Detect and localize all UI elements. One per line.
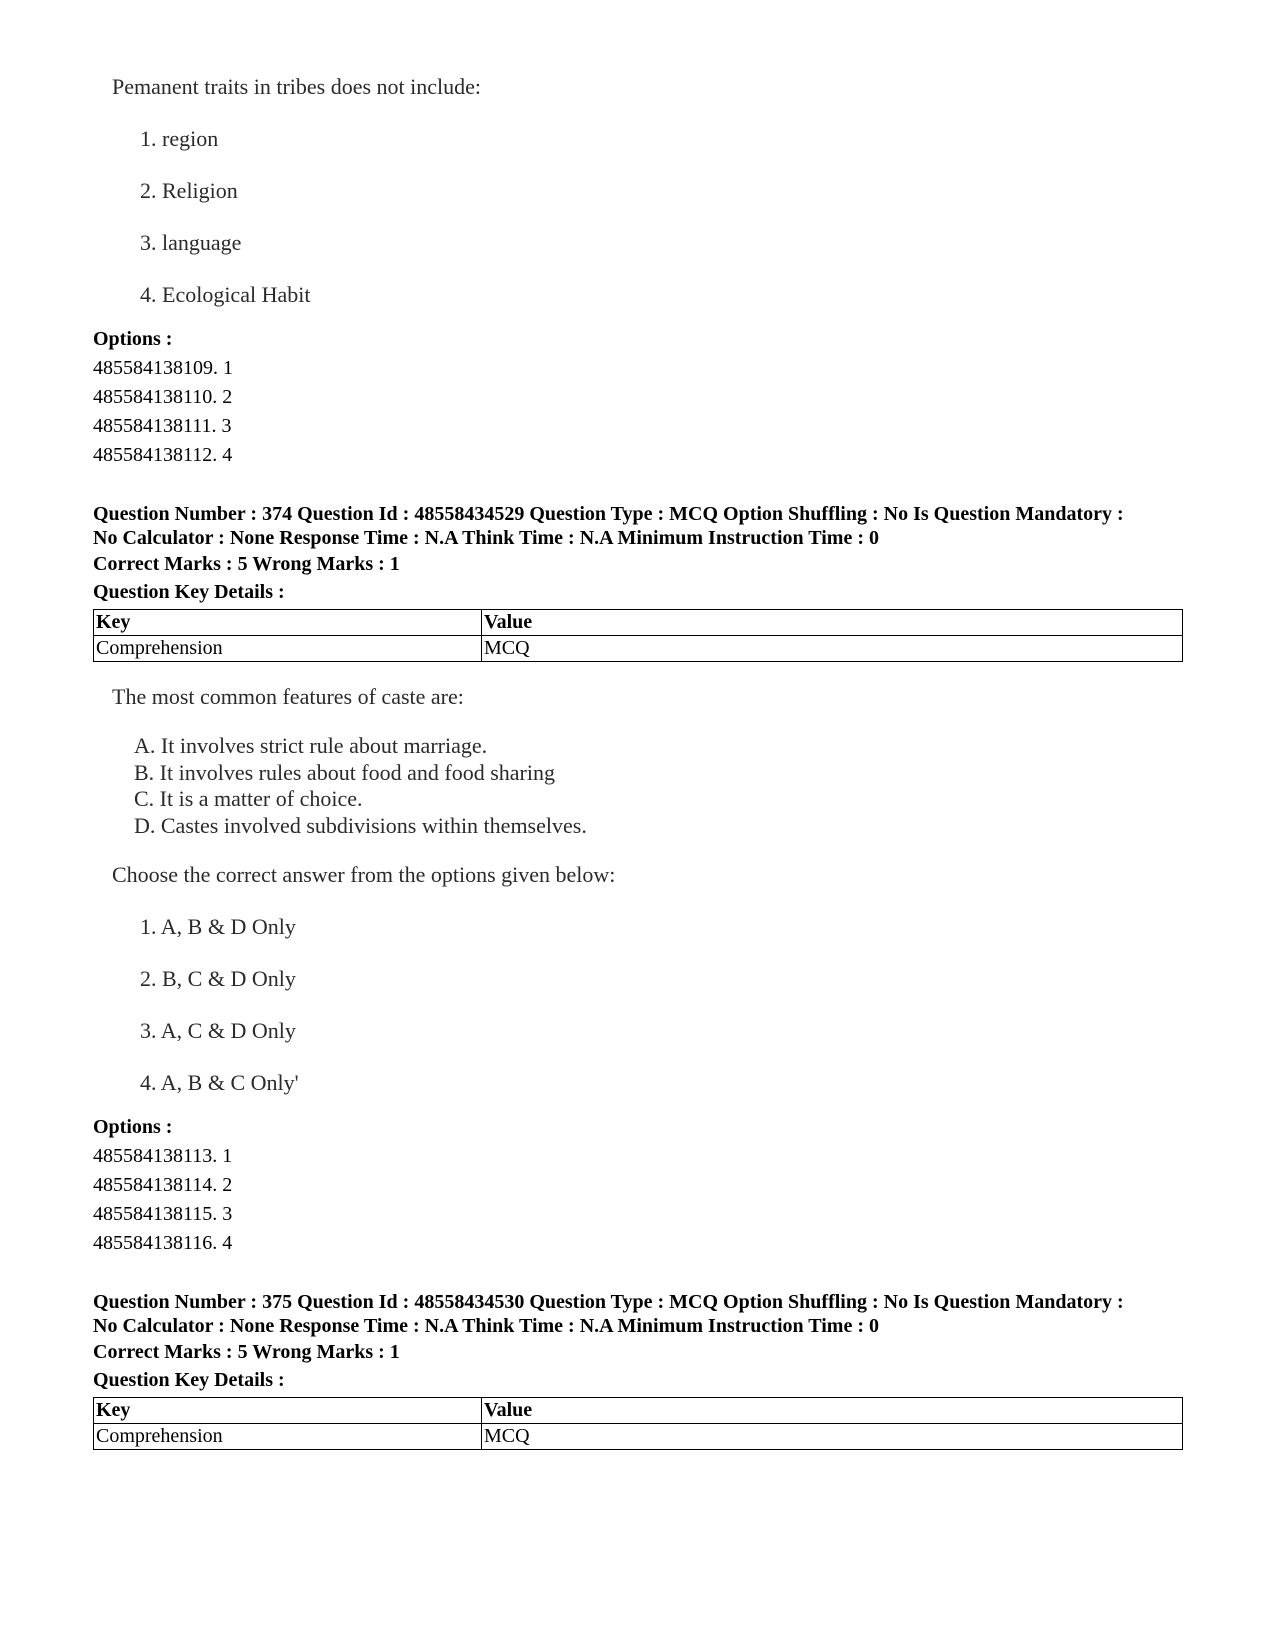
table-cell-key: Comprehension <box>94 1424 482 1450</box>
choice-item: 2. B, C & D Only <box>140 966 296 991</box>
choice-item: 4. Ecological Habit <box>140 282 311 307</box>
choice-item: 1. A, B & D Only <box>140 914 296 939</box>
table-header-value: Value <box>482 610 1183 636</box>
table-cell-value: MCQ <box>482 636 1183 662</box>
marks-line: Correct Marks : 5 Wrong Marks : 1 <box>93 553 400 575</box>
question-meta-375 <box>93 1290 1193 1338</box>
options-title: Options : <box>93 328 173 350</box>
question-stem: The most common features of caste are: <box>112 684 464 709</box>
options-block-374 <box>93 1113 232 1258</box>
statement-item: A. It involves strict rule about marriage. <box>134 733 488 758</box>
table-header-value: Value <box>482 1398 1183 1424</box>
question-meta-374 <box>93 502 1193 550</box>
key-details-table <box>93 609 1183 662</box>
option-id: 485584138116. 4 <box>93 1232 233 1254</box>
option-id: 485584138114. 2 <box>93 1174 233 1196</box>
meta-line: No Calculator : None Response Time : N.A Think Time : N.A Minimum Instruction Time : 0 <box>93 1315 879 1337</box>
key-details-label: Question Key Details : <box>93 1369 285 1391</box>
table-row <box>94 636 1183 662</box>
table-row <box>94 1424 1183 1450</box>
option-id: 485584138111. 3 <box>93 415 232 437</box>
choice-item: 2. Religion <box>140 178 238 203</box>
statement-item: D. Castes involved subdivisions within themselves. <box>134 813 587 838</box>
option-id: 485584138109. 1 <box>93 357 233 379</box>
options-block-prev <box>93 325 233 470</box>
option-id: 485584138110. 2 <box>93 386 233 408</box>
choice-item: 3. A, C & D Only <box>140 1018 296 1043</box>
table-cell-value: MCQ <box>482 1424 1183 1450</box>
key-details-table <box>93 1397 1183 1450</box>
table-header-row <box>94 610 1183 636</box>
statement-item: B. It involves rules about food and food sharing <box>134 760 555 785</box>
marks-line: Correct Marks : 5 Wrong Marks : 1 <box>93 1341 400 1363</box>
table-header-key: Key <box>94 1398 482 1424</box>
table-cell-key: Comprehension <box>94 636 482 662</box>
options-title: Options : <box>93 1116 173 1138</box>
choice-item: 1. region <box>140 126 219 151</box>
meta-line: No Calculator : None Response Time : N.A Think Time : N.A Minimum Instruction Time : 0 <box>93 527 879 549</box>
meta-line: Question Number : 374 Question Id : 48558434529 Question Type : MCQ Option Shuffling : No Is Question Mandatory : <box>93 503 1124 525</box>
table-header-row <box>94 1398 1183 1424</box>
option-id: 485584138115. 3 <box>93 1203 233 1225</box>
table-header-key: Key <box>94 610 482 636</box>
key-details-label: Question Key Details : <box>93 581 285 603</box>
statement-item: C. It is a matter of choice. <box>134 786 363 811</box>
choice-item: 3. language <box>140 230 242 255</box>
option-id: 485584138112. 4 <box>93 444 233 466</box>
meta-line: Question Number : 375 Question Id : 48558434530 Question Type : MCQ Option Shuffling : No Is Question Mandatory : <box>93 1291 1124 1313</box>
question-stem: Pemanent traits in tribes does not include: <box>112 74 482 99</box>
option-id: 485584138113. 1 <box>93 1145 233 1167</box>
question-instruction: Choose the correct answer from the options given below: <box>112 862 616 887</box>
choice-item: 4. A, B & C Only' <box>140 1070 299 1095</box>
